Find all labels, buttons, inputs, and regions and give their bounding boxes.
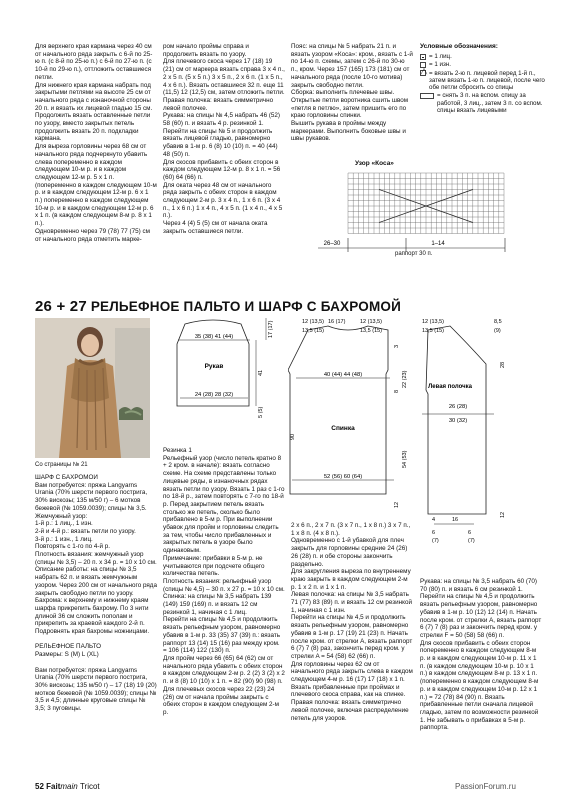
legend-row: = 1 изн. [420, 61, 550, 68]
sleeve-bottom-width: 24 (28) 28 (32) [194, 392, 234, 398]
front-b2: 16 [452, 517, 459, 523]
back-length: 90 [290, 433, 296, 440]
legend [420, 43, 550, 115]
front-h2: 8,5 [494, 319, 502, 325]
front-b1: 4 [432, 517, 436, 523]
front-h3: (9) [494, 328, 501, 334]
section-heading [35, 298, 401, 315]
text-column-3-lower: 2 х 6 п., 2 х 7 п. (3 х 7 п., 1 х 8 п.) 3 х 7 п., 1 х 8 п. (4 х 8 п.). Одновременно с 1-й убавкой для плеч закрыть для горловины средние 24 (26) 26 (28) п. и обе стороны закончить раздельно. Для закругления выреза по внутреннему краю закрыть в каждом следующем 2-м р. 1 х 2 п. и 1 х 1 п. Левая полочка: на спицы № 3,5 набрать 71 (77) 83 (89) п. и вязать 12 см резинкой 1, начиная с 1 изн. Перейти на спицы № 4,5 и продолжить вязать рельефным узором, равномерно убавив в 1-м р. 17 (19) 21 (23) п. Начать после кром. от стрелки A, вязать раппорт 6 (7) 7 (8) раз, закончить перед кром. у стрелки A = 54 (58) 62 (66) п. Для горловины через 62 см от начального ряда закрыть слева в каждом следующем 4-м р. 16 (17) 17 (18) х 1 п. Вязать прибавленные при проймах и плечевого скоса справа, как на спинке. Правая полочка: вязать симметрично левой полочке, включая распределение петель для узоров. [291, 522, 413, 722]
text-column-middle: Резинка 1 Рельефный узор (число петель кратно 8 + 2 кром. в начале): вязать согласно схеме. На схеме представлены только лицевые ряды, в изнаночных рядах вязать петли по узору. Вязать 1 раз с 1-го по 18-й р., затем повторять с 7-го по 18-й р. Перед закрытием петель вязать столько же петель, сколько было прибавлено в 5-м р. При выполнении убавок для пройм и горловины следить за тем, чтобы число прибавленных и закрытых петель в узоре было одинаковым. Примечание: прибавки в 5-м р. не учитываются при подсчете общего количества петель. Плотность вязания: рельефный узор (спицы № 4,5) – 30 п. х 27 р. = 10 х 10 см. Спинка: на спицы № 3,5 набрать 139 (149) 159 (169) п. и вязать 12 см резинкой 1, начиная с 1 лиц. Перейти на спицы № 4,5 и продолжить вязать рельефным узором, равномерно убавив в 1-м р. 33 (35) 37 (39) п.: вязать раппорт 13 (14) 15 (16) раз между кром. = 106 (114) 122 (130) п. Для пройм через 66 (65) 64 (62) см от начального ряда убавить с обеих сторон в каждом следующем 2-м р. 2 (2) 3 (2) х 2 п. и 8 (8) 10 (10) х 1 п. = 82 (90) 90 (98) п. Для плечевых скосов через 22 (23) 24 (26) см от начала проймы закрыть с обеих сторон в каждом следующем 2-м р. [163, 447, 285, 716]
legend-row: ╱╲ = вязать 2-ю п. лицевой перед 1-й п., затем вязать 1-ю п. лицевой, после чего обе петли сбросить со спицы [420, 70, 550, 92]
model-photo [35, 318, 150, 458]
chart-grid [348, 173, 504, 234]
knit-symbol-icon [420, 54, 426, 60]
cable-symbol-icon [420, 93, 434, 99]
model-number: 26 + 27 [35, 298, 87, 315]
sleeve-length: 41 [258, 369, 264, 376]
back-ribbing: 12 [394, 501, 400, 508]
sleeve-top-width: 35 (38) 41 (44) [194, 334, 234, 340]
text-column-4-lower: Рукава: на спицы № 3,5 набрать 60 (70) 70 (80) п. и вязать 6 см резинкой 1. Перейти на спицы № 4,5 и продолжить вязать рельефным узором, равномерно убавив в 1-м р. 10 (12) 12 (14) п. Начать после кром. от стрелки A, вязать раппорт 6 (7) 7 (8) раз и закончить перед кром. у стрелки F = 50 (58) 58 (66) п. Для скосов прибавить с обеих сторон попеременно в каждом следующем 8-м р. и в каждом следующем 10-м р. 11 х 1 п. (в каждом следующем 10-м р. 10 х 1 п.) в каждом следующем 8-м р. 13 х 1 п. (попеременно в каждом следующем 8-м р. и в каждом следующем 10-м р. 12 х 1 п.) = 72 (78) 84 (90) п. Вязать прибавленные петли сначала лицевой гладью, затем по возможности резинкой 1. Не забывать о прибавках в 5-м р. раппорта. [420, 578, 542, 732]
front-mid-1: 26 (28) [448, 404, 468, 410]
chart-label-left: 26–30 [323, 241, 341, 247]
back-top-left: 12 (13,5) [302, 319, 325, 325]
back-top-mid: 16 (17) [328, 319, 346, 325]
back-schematic [288, 318, 413, 516]
back-top-right: 12 (13,5) [360, 319, 383, 325]
back-chest-width: 40 (44) 44 (48) [323, 372, 363, 378]
watermark: PassionForum.ru [455, 782, 516, 791]
photo-caption: Со страницы № 21 [35, 462, 88, 468]
sleeve-cuff: 5 (5) [258, 406, 264, 418]
chart-title: Узор «Коса» [355, 160, 394, 167]
sleeve-schematic [160, 318, 290, 436]
front-b6: (7) [468, 538, 475, 544]
purl-symbol-icon [420, 62, 426, 68]
front-ribbing: 12 [500, 511, 506, 518]
page-footer: 52 Faitmain Tricot [35, 782, 100, 791]
text-column-left: ШАРФ С БАХРОМОЙ Вам потребуется: пряжа Langyarns Urania (70% шерсти первого пострига, 30% вискозы; 135 м/50 г) – 6 мотков бежевой (№ 1059.0039); спицы № 3,5. Жемчужный узор: 1-й р.: 1 лиц., 1 изн. 2-й и 4-й р.: вязать петли по узору. 3-й р.: 1 изн., 1 лиц. Повторять с 1-го по 4-й р. Плотность вязания: жемчужный узор (спицы № 3,5) – 20 п. х 34 р. = 10 х 10 см. Описание работы: на спицы № 3,5 набрать 62 п. и вязать жемчужным узором. Через 200 см от начального ряда закрыть свободно петли по узору. Бахрома: к верхнему и нижнему краям шарфа прикрепить бахрому. По 3 нити длиной 36 см сложить пополам и прикрепить за краевой каждого 2-й п. Подровнять края бахромы ножницами. РЕЛЬЕФНОЕ ПАЛЬТО Размеры: S (M) L (XL) Вам потребуется: пряжа Langyarns Urania (70% шерсти первого пострига, 30% вискозы; 135 м/50 г) – 17 (18) 19 (20) мотков бежевой (№ 1059.0039); спицы № 3,5 и 4,5; длинные круговые спицы № 3,5; 3 пуговицы. [35, 474, 157, 713]
text-column-3: Пояс: на спицы № 5 набрать 21 п. и вязать узором «Коса»: кром., вязать с 1-й по 14-ю п. схемы, затем с 26-й по 30-ю п., кром. Через 157 (165) 173 (181) см от начального ряда (после 10-го мотива) закрыть свободно петли. Сборка: выполнить плечевые швы. Открытые петли воротника сшить швом «петля в петлю», затем пришить его по краю горловины спинки. Вышить рукава в проймы между маркерами. Выполнить боковые швы и швы рукавов. [291, 43, 413, 143]
back-armhole-height: 22 (23) [402, 370, 408, 388]
page-number: 52 [35, 782, 44, 791]
front-mid-2: 30 (32) [448, 418, 468, 424]
legend-row: = 1 лиц. [420, 53, 550, 60]
front-length-top: 28 [500, 361, 506, 368]
back-top-left-2: 13,5 (15) [302, 328, 325, 334]
sleeve-cap: 17 (17) [268, 320, 274, 338]
legend-title: Условные обозначения: [420, 43, 498, 50]
front-label: Левая полочка [428, 384, 472, 390]
sleeve-label: Рукав [204, 363, 224, 370]
front-top-1: 12 (13,5) [422, 319, 445, 325]
chart-rapport: раппорт 30 п. [395, 251, 433, 257]
back-shoulder-drop: 3 [394, 344, 400, 348]
front-b3: 6 [432, 530, 436, 536]
front-schematic [418, 318, 553, 548]
front-top-2: 13,5 (15) [422, 328, 445, 334]
back-top-right-2: 13,5 (15) [360, 328, 383, 334]
cable-chart [318, 168, 518, 260]
back-h3: 8 [394, 389, 400, 393]
back-hem-width: 52 (56) 60 (64) [323, 474, 363, 480]
front-b4: (7) [432, 538, 439, 544]
cross-symbol-icon [420, 70, 426, 76]
text-column-2: ром начало проймы справа и продолжить вязать по узору. Для плечевого скоса через 17 (18) 19 (21) см от маркера вязать справа 3 х 4 п., 2 х 5 п. (5 х 5 п.) 3 х 5 п., 2 х 6 п. (1 х 5 п., 4 х 6 п.). Вязать оставшиеся 32 п. еще 11 (11,5) 12 (12,5) см, затем отложить петли. Правая полочка: вязать симметрично левой полочке. Рукава: на спицы № 4,5 набрать 46 (52) 58 (60) п. и вязать 4 р. резинкой 1. Перейти на спицы № 5 и продолжить вязать лицевой гладью, равномерно убавив в 1-м р. 6 (8) 10 (10) п. = 40 (44) 48 (50) п. Для скосов прибавить с обеих сторон в каждом следующем 12-м р. 8 х 1 п. = 56 (60) 64 (66) п. Для оката через 48 см от начального ряда закрыть с обеих сторон в каждом следующем 2-м р. 3 х 4 п., 1 х 6 п. (3 х 4 п., 1 х 6 п.) 1 х 4 п., 4 х 5 п. (1 х 4 п., 4 х 5 п.). Через 4 (4) 5 (5) см от начала оката закрыть оставшиеся петли. [163, 43, 285, 235]
legend-row: = снять 3 п. на вспом. спицу за работой, 3 лиц., затем 3 п. со вспом. спицы вязать лицевыми [420, 92, 550, 114]
back-body-height: 54 (53) [402, 450, 408, 468]
text-column-1: Для верхнего края кармана через 40 см от начального ряда закрыть с 6-й по 25-ю п. (с 8-й по 25-ю п.) с 6-й по 27-ю п. (с 10-й по 29-ю п.), оттложить оставшиеся петли. Для нижнего края кармана набрать под закрытыми петлями на высоте 25 см от начального ряда с изнаночной стороны 20 п. и вязать их лицевой гладью 15 см. Продолжить вязать оставленные петли по узору, вместо закрытых петель продолжить вязать 20 п. подкладки кармана. Для выреза горловины через 68 см от начального ряда подчеркнуто убавить слева попеременно в каждом следующем 10-м р. и в каждом следующем 12-м р. 5 х 1 п. (попеременно в каждом следующем 10-м р. и в каждом следующем 12-м р. 6 х 1 п.) попеременно в каждом следующем 10-м р. и в каждом следующем 12-м р. 6 х 1 п. (в каждом следующем 8-м р. 8 х 1 п.). Одновременно через 79 (78) 77 (75) см от начального ряда отметить марке- [35, 43, 157, 243]
model-title: РЕЛЬЕФНОЕ ПАЛЬТО И ШАРФ С БАХРОМОЙ [90, 299, 402, 314]
chart-label-right: 1–14 [431, 241, 445, 247]
front-b5: 6 [468, 530, 472, 536]
back-label: Спинка [331, 425, 355, 432]
